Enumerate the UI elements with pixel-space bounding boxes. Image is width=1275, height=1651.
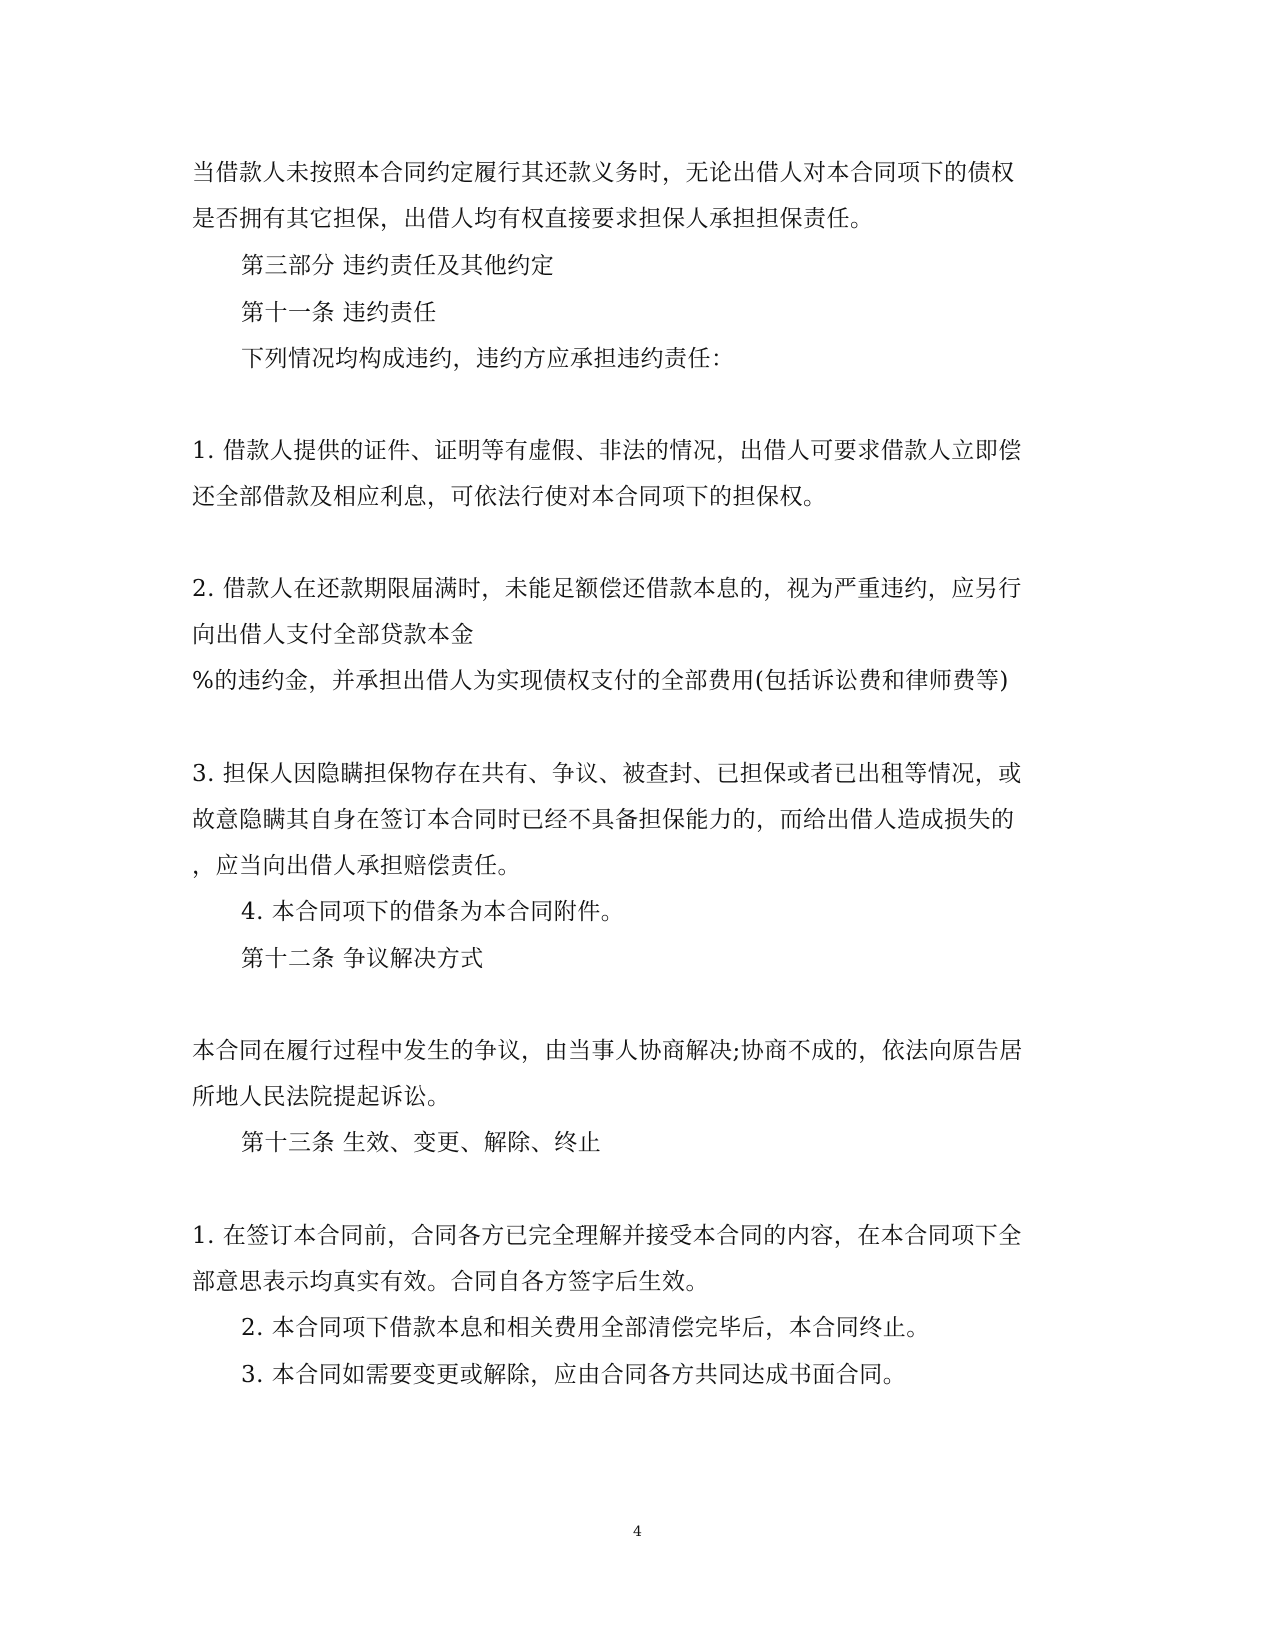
- list-item-text: 部意思表示均真实有效。合同自各方签字后生效。: [192, 1269, 709, 1295]
- list-item-text: 3. 担保人因隐瞒担保物存在共有、争议、被查封、已担保或者已出租等情况，或: [192, 761, 1022, 787]
- article-heading: 第十一条 违约责任: [241, 300, 437, 326]
- list-item-text: 1. 借款人提供的证件、证明等有虚假、非法的情况，出借人可要求借款人立即偿: [192, 438, 1022, 464]
- list-item-text: 4. 本合同项下的借条为本合同附件。: [241, 899, 625, 925]
- list-item-text: 故意隐瞒其自身在签订本合同时已经不具备担保能力的，而给出借人造成损失的: [192, 807, 1015, 833]
- text-line: 当借款人未按照本合同约定履行其还款义务时，无论出借人对本合同项下的债权: [192, 160, 1015, 186]
- text-line: 是否拥有其它担保，出借人均有权直接要求担保人承担担保责任。: [192, 206, 874, 232]
- text-line: 下列情况均构成违约，违约方应承担违约责任：: [241, 346, 735, 372]
- text-line: 本合同在履行过程中发生的争议，由当事人协商解决;协商不成的，依法向原告居: [192, 1038, 1023, 1064]
- section-heading: 第三部分 违约责任及其他约定: [241, 253, 555, 279]
- article-heading: 第十二条 争议解决方式: [241, 946, 484, 972]
- list-item-text: 向出借人支付全部贷款本金: [192, 622, 474, 648]
- article-heading: 第十三条 生效、变更、解除、终止: [241, 1130, 602, 1156]
- list-item-text: %的违约金，并承担出借人为实现债权支付的全部费用(包括诉讼费和律师费等): [192, 668, 1009, 694]
- text-line: 所地人民法院提起诉讼。: [192, 1084, 451, 1110]
- list-item-text: 2. 本合同项下借款本息和相关费用全部清偿完毕后，本合同终止。: [241, 1315, 930, 1341]
- list-item-text: 3. 本合同如需要变更或解除，应由合同各方共同达成书面合同。: [241, 1362, 907, 1388]
- list-item-text: 1. 在签订本合同前，合同各方已完全理解并接受本合同的内容，在本合同项下全: [192, 1223, 1022, 1249]
- list-item-text: 2. 借款人在还款期限届满时，未能足额偿还借款本息的，视为严重违约，应另行: [192, 576, 1022, 602]
- list-item-text: ，应当向出借人承担赔偿责任。: [192, 853, 521, 879]
- page-number: 4: [633, 1524, 642, 1540]
- list-item-text: 还全部借款及相应利息，可依法行使对本合同项下的担保权。: [192, 484, 827, 510]
